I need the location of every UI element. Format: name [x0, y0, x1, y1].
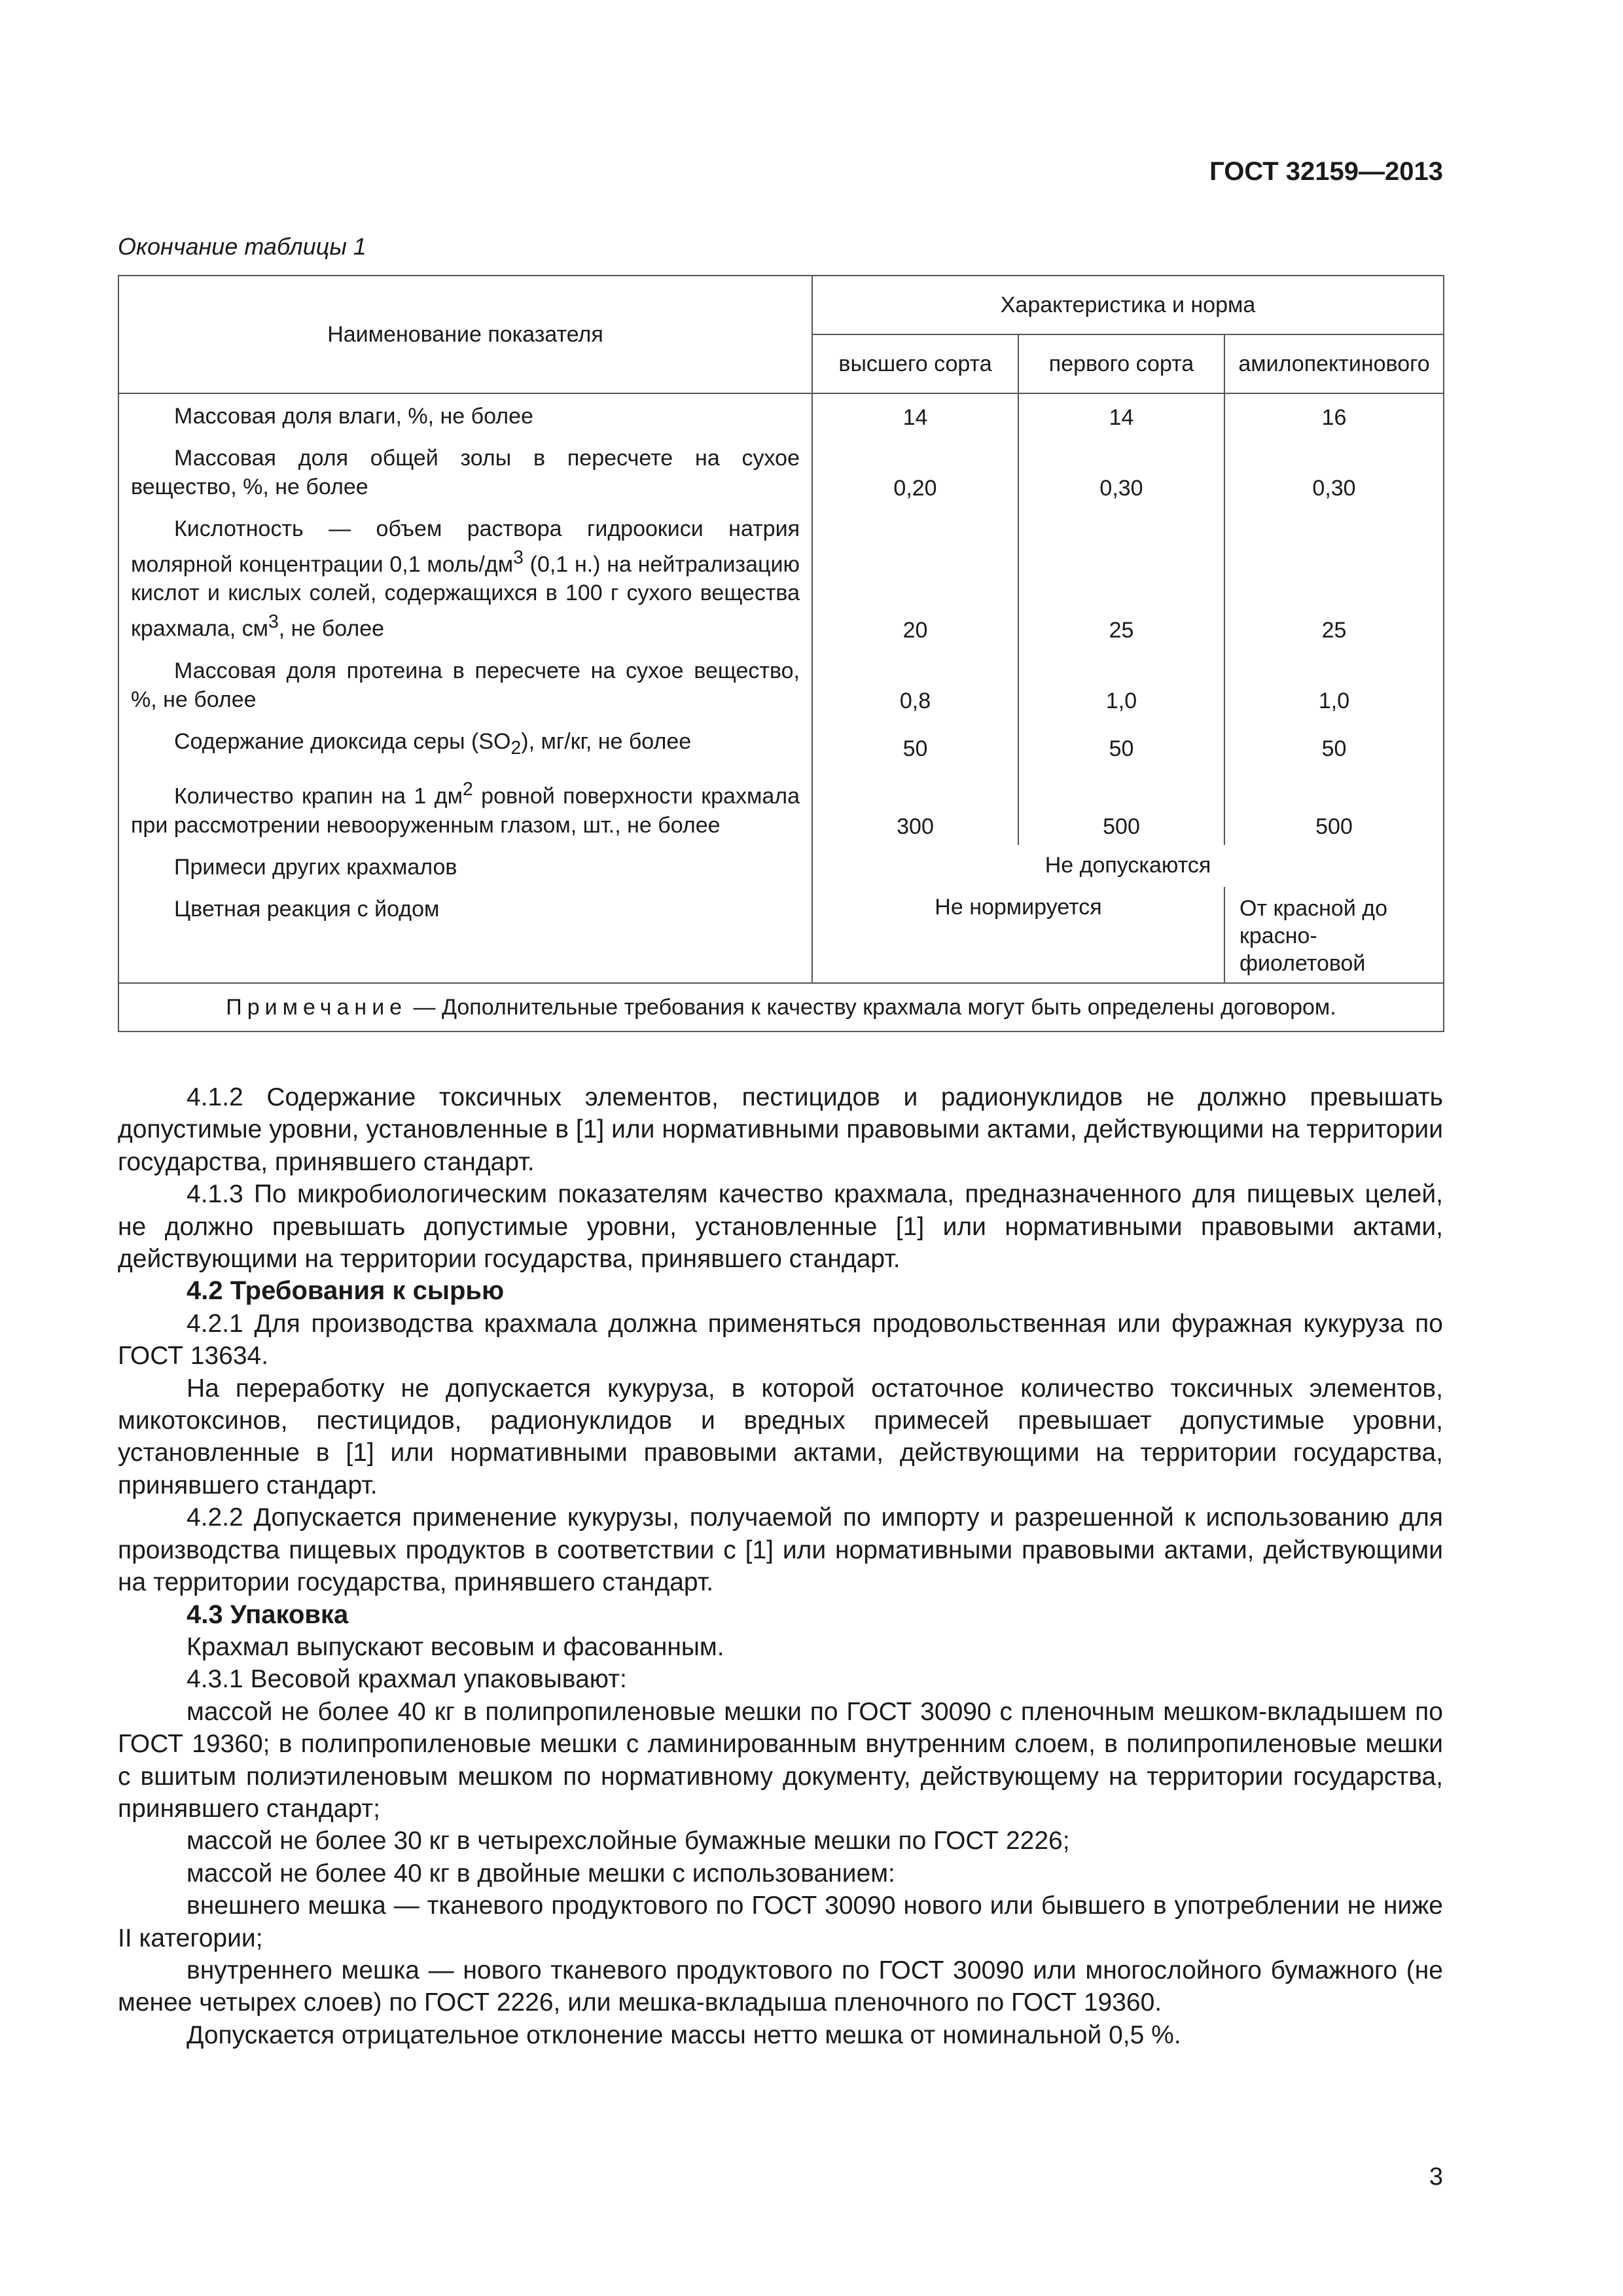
section-heading-4-3: 4.3 Упаковка — [187, 1600, 349, 1629]
row-name: Количество крапин на 1 $дм^2$ ровной поверхности крахмала при рассмотрении невооруженным глазом, шт., не более — [118, 767, 812, 844]
note-text: — Дополнительные требования к качеству крахмала могут быть определены договором. — [407, 994, 1336, 1020]
row-value: 25 — [1018, 507, 1224, 649]
body-text — [118, 1081, 1443, 2051]
row-value: 14 — [812, 393, 1018, 436]
row-name: Массовая доля влаги, %, не более — [118, 393, 812, 436]
paragraph-4-1-3: 4.1.3 По микробиологическим показателям качество крахмала, предназначенного для пищевых целей, не должно превышать допустимые уровни, установленные [1] или нормативными правовыми актами, действующими на территории государства, принявшего стандарт. — [118, 1180, 1443, 1274]
paragraph-4-3-1: 4.3.1 Весовой крахмал упаковывают: — [187, 1665, 627, 1694]
column-header-premium: высшего сорта — [812, 334, 1018, 393]
table-row — [118, 845, 1444, 887]
paragraph-4-3-1c: массой не более 40 кг в двойные мешки с использованием: — [187, 1859, 895, 1888]
column-header-first: первого сорта — [1018, 334, 1224, 393]
row-value: 0,8 — [812, 649, 1018, 719]
row-name: Цветная реакция с йодом — [118, 887, 812, 983]
row-value: 0,30 — [1224, 436, 1444, 507]
paragraph-4-3-1d: внешнего мешка — тканевого продуктового по ГОСТ 30090 нового или бывшего в употреблении не ниже II категории; — [118, 1892, 1443, 1952]
table-caption: Окончание таблицы 1 — [118, 233, 366, 260]
row-value: 1,0 — [1224, 649, 1444, 719]
table-row — [118, 649, 1444, 719]
column-header-name: Наименование показателя — [118, 276, 812, 393]
table-row — [118, 436, 1444, 507]
row-name: Массовая доля протеина в пересчете на сухое вещество, %, не более — [118, 649, 812, 719]
row-name: Массовая доля общей золы в пересчете на сухое вещество, %, не более — [118, 436, 812, 507]
row-value: От красной до красно-фиолетовой — [1224, 887, 1444, 983]
paragraph-4-3-1e: внутреннего мешка — нового тканевого продуктового по ГОСТ 30090 или многослойного бумажного (не менее четырех слоев) по ГОСТ 2226, или мешка-вкладыша пленочного по ГОСТ 19360. — [118, 1956, 1443, 2017]
column-group-header: Характеристика и норма — [812, 276, 1444, 334]
row-value: 50 — [1224, 719, 1444, 768]
characteristics-table — [118, 275, 1444, 1032]
paragraph-4-3-1b: массой не более 30 кг в четырехслойные бумажные мешки по ГОСТ 2226; — [187, 1827, 1070, 1856]
table-row — [118, 767, 1444, 844]
row-value: 20 — [812, 507, 1018, 649]
row-value: 50 — [1018, 719, 1224, 768]
row-value: 0,30 — [1018, 436, 1224, 507]
row-value: 500 — [1224, 767, 1444, 844]
paragraph-4-2-1: 4.2.1 Для производства крахмала должна применяться продовольственная или фуражная кукуруза по ГОСТ 13634. — [118, 1309, 1443, 1371]
column-header-amylopectin: амилопектинового — [1224, 334, 1444, 393]
row-value: 16 — [1224, 393, 1444, 436]
row-name: Содержание диоксида серы $(SO_2)$, мг/кг, не более — [118, 719, 812, 768]
table-row — [118, 887, 1444, 983]
row-value: 500 — [1018, 767, 1224, 844]
row-value: 25 — [1224, 507, 1444, 649]
paragraph-4-2-1b: На переработку не допускается кукуруза, в которой остаточное количество токсичных элементов, микотоксинов, пестицидов, радионуклидов и вредных примесей превышает допустимые уровни, установленные в [1] или нормативными правовыми актами, действующими на территории государства, принявшего стандарт. — [118, 1374, 1443, 1499]
section-heading-4-2: 4.2 Требования к сырью — [187, 1276, 505, 1306]
table-note — [118, 983, 1444, 1031]
row-value: 300 — [812, 767, 1018, 844]
row-merged-value: Не нормируется — [812, 887, 1224, 983]
page-number: 3 — [1429, 2163, 1443, 2191]
paragraph-4-3-1f: Допускается отрицательное отклонение массы нетто мешка от номинальной 0,5 %. — [187, 2020, 1181, 2049]
table-row — [118, 393, 1444, 436]
document-code: ГОСТ 32159—2013 — [1209, 157, 1443, 186]
row-merged-value: Не допускаются — [812, 845, 1444, 887]
note-label: Примечание — [226, 994, 408, 1020]
table-row — [118, 719, 1444, 768]
paragraph-4-3-1a: массой не более 40 кг в полипропиленовые мешки по ГОСТ 30090 с пленочным мешком-вкладышем по ГОСТ 19360; в полипропиленовые мешки с ламинированным внутренним слоем, в полипропиленовые мешки с вшитым полиэтиленовым мешком по нормативному документу, действующему на территории государства, принявшего стандарт; — [118, 1697, 1443, 1823]
row-value: 1,0 — [1018, 649, 1224, 719]
row-name: Примеси других крахмалов — [118, 845, 812, 887]
paragraph-4-2-2: 4.2.2 Допускается применение кукурузы, получаемой по импорту и разрешенной к использованию для производства пищевых продуктов в соответствии с [1] или нормативными правовыми актами, действующими на территории государства, принявшего стандарт. — [118, 1503, 1443, 1597]
paragraph-4-1-2: 4.1.2 Содержание токсичных элементов, пестицидов и радионуклидов не должно превышать допустимые уровни, установленные в [1] или нормативными правовыми актами, действующими на территории государства, принявшего стандарт. — [118, 1083, 1443, 1176]
row-value: 50 — [812, 719, 1018, 768]
paragraph-4-3-intro: Крахмал выпускают весовым и фасованным. — [187, 1632, 724, 1661]
row-value: 14 — [1018, 393, 1224, 436]
table-row — [118, 507, 1444, 649]
row-name: Кислотность — объем раствора гидроокиси натрия молярной концентрации 0,1 моль/$дм^3$ (0,1 н.) на нейтрализацию кислот и кислых солей, содержащихся в 100 г сухого вещества крахмала, $см^3$, не более — [118, 507, 812, 649]
row-value: 0,20 — [812, 436, 1018, 507]
